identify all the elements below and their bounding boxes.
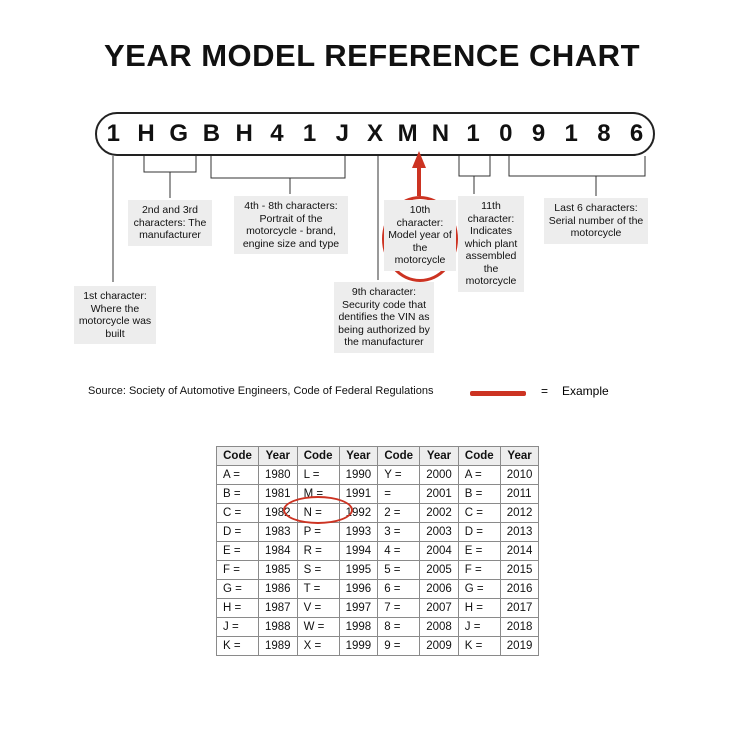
year-code-table [216,446,539,656]
code-cell: K = [458,637,500,656]
code-cell: 9 = [378,637,420,656]
code-cell: W = [297,618,339,637]
year-cell: 2014 [500,542,539,561]
year-cell: 1981 [259,485,298,504]
year-cell: 1985 [259,561,298,580]
code-cell: J = [458,618,500,637]
vin-char: 1 [106,120,121,147]
column-header: Year [259,447,298,466]
year-cell: 2015 [500,561,539,580]
column-header: Code [297,447,339,466]
vin-char: 8 [597,120,611,147]
vin-char: 6 [629,120,644,147]
year-cell: 1987 [259,599,298,618]
year-cell: 1991 [339,485,378,504]
code-cell: = [378,485,420,504]
legend-example-label: Example [562,384,609,398]
year-cell: 1982 [259,504,298,523]
table-row [217,485,539,504]
column-header: Code [458,447,500,466]
table-row [217,618,539,637]
code-cell: N = [297,504,339,523]
table-row [217,523,539,542]
year-cell: 2019 [500,637,539,656]
code-cell: 4 = [378,542,420,561]
vin-char: N [431,120,450,147]
code-cell: J = [217,618,259,637]
year-cell: 2008 [420,618,459,637]
vin-char: B [202,120,221,147]
code-cell: E = [458,542,500,561]
code-cell: 6 = [378,580,420,599]
code-cell: R = [297,542,339,561]
code-cell: M = [297,485,339,504]
vin-char: 1 [466,120,480,147]
year-cell: 2017 [500,599,539,618]
code-cell: L = [297,466,339,485]
year-cell: 1980 [259,466,298,485]
code-cell: D = [458,523,500,542]
year-cell: 1995 [339,561,378,580]
code-cell: B = [217,485,259,504]
code-cell: P = [297,523,339,542]
callout-2nd-3rd-characters: 2nd and 3rd characters: The manufacturer [128,200,212,246]
table-row [217,580,539,599]
page-title: YEAR MODEL REFERENCE CHART [103,38,641,73]
code-cell: C = [217,504,259,523]
vin-char: H [137,120,155,147]
year-cell: 2003 [420,523,459,542]
code-cell: A = [217,466,259,485]
table-row [217,542,539,561]
callout-last-6-characters: Last 6 characters: Serial number of the motorcycle [544,198,648,244]
table-row [217,599,539,618]
vin-char: J [335,120,349,147]
code-cell: B = [458,485,500,504]
year-cell: 2002 [420,504,459,523]
code-cell: 3 = [378,523,420,542]
year-cell: 1998 [339,618,378,637]
code-cell: 2 = [378,504,420,523]
year-cell: 2018 [500,618,539,637]
legend-equals-sign: = [541,384,549,398]
year-cell: 2009 [420,637,459,656]
vin-char: X [366,120,383,147]
table-row [217,637,539,656]
code-cell: 8 = [378,618,420,637]
vin-char: G [169,120,189,147]
code-cell: A = [458,466,500,485]
code-cell: 5 = [378,561,420,580]
code-cell: F = [217,561,259,580]
table-row [217,561,539,580]
vin-char: 0 [499,120,513,147]
year-cell: 2007 [420,599,459,618]
table-row [217,504,539,523]
year-cell: 1988 [259,618,298,637]
callout-4th-8th-characters: 4th - 8th characters: Portrait of the motorcycle - brand, engine size and type [234,196,348,254]
year-cell: 2011 [500,485,539,504]
code-cell: H = [458,599,500,618]
code-cell: 7 = [378,599,420,618]
source-note: Source: Society of Automotive Engineers, Code of Federal Regulations [88,385,434,397]
code-cell: C = [458,504,500,523]
year-cell: 2006 [420,580,459,599]
column-header: Year [420,447,459,466]
year-cell: 2012 [500,504,539,523]
column-header: Year [500,447,539,466]
vin-char: 1 [302,120,317,147]
year-cell: 2005 [420,561,459,580]
vin-number-bar [95,112,655,156]
legend-example-swatch [470,391,526,396]
year-cell: 1989 [259,637,298,656]
year-cell: 1990 [339,466,378,485]
vin-char: M [397,120,418,147]
column-header: Year [339,447,378,466]
code-cell: G = [217,580,259,599]
callout-9th-character: 9th character: Security code that dentifies the VIN as being authorized by the manufacturer [334,282,434,353]
year-cell: 2010 [500,466,539,485]
code-cell: F = [458,561,500,580]
code-cell: E = [217,542,259,561]
vin-char: H [235,120,253,147]
code-cell: K = [217,637,259,656]
year-cell: 1983 [259,523,298,542]
callout-11th-character: 11th character: Indicates which plant assembled the motorcycle [458,196,524,292]
code-cell: X = [297,637,339,656]
code-cell: V = [297,599,339,618]
code-cell: S = [297,561,339,580]
code-cell: G = [458,580,500,599]
year-cell: 2016 [500,580,539,599]
table-header-row [217,447,539,466]
year-cell: 1997 [339,599,378,618]
callout-1st-character: 1st character: Where the motorcycle was built [74,286,156,344]
code-cell: D = [217,523,259,542]
year-cell: 1993 [339,523,378,542]
year-cell: 1994 [339,542,378,561]
vin-char: 1 [564,120,578,147]
code-cell: Y = [378,466,420,485]
column-header: Code [378,447,420,466]
vin-char: 4 [270,120,284,147]
year-cell: 1996 [339,580,378,599]
year-cell: 2013 [500,523,539,542]
vin-char: 9 [531,120,546,147]
year-cell: 2004 [420,542,459,561]
callout-10th-character: 10th character: Model year of the motorcycle [384,200,456,271]
year-cell: 2001 [420,485,459,504]
code-cell: T = [297,580,339,599]
year-cell: 2000 [420,466,459,485]
code-cell: H = [217,599,259,618]
table-row [217,466,539,485]
year-code-table-wrapper [216,446,539,656]
year-cell: 1986 [259,580,298,599]
year-cell: 1999 [339,637,378,656]
column-header: Code [217,447,259,466]
year-cell: 1984 [259,542,298,561]
year-cell: 1992 [339,504,378,523]
